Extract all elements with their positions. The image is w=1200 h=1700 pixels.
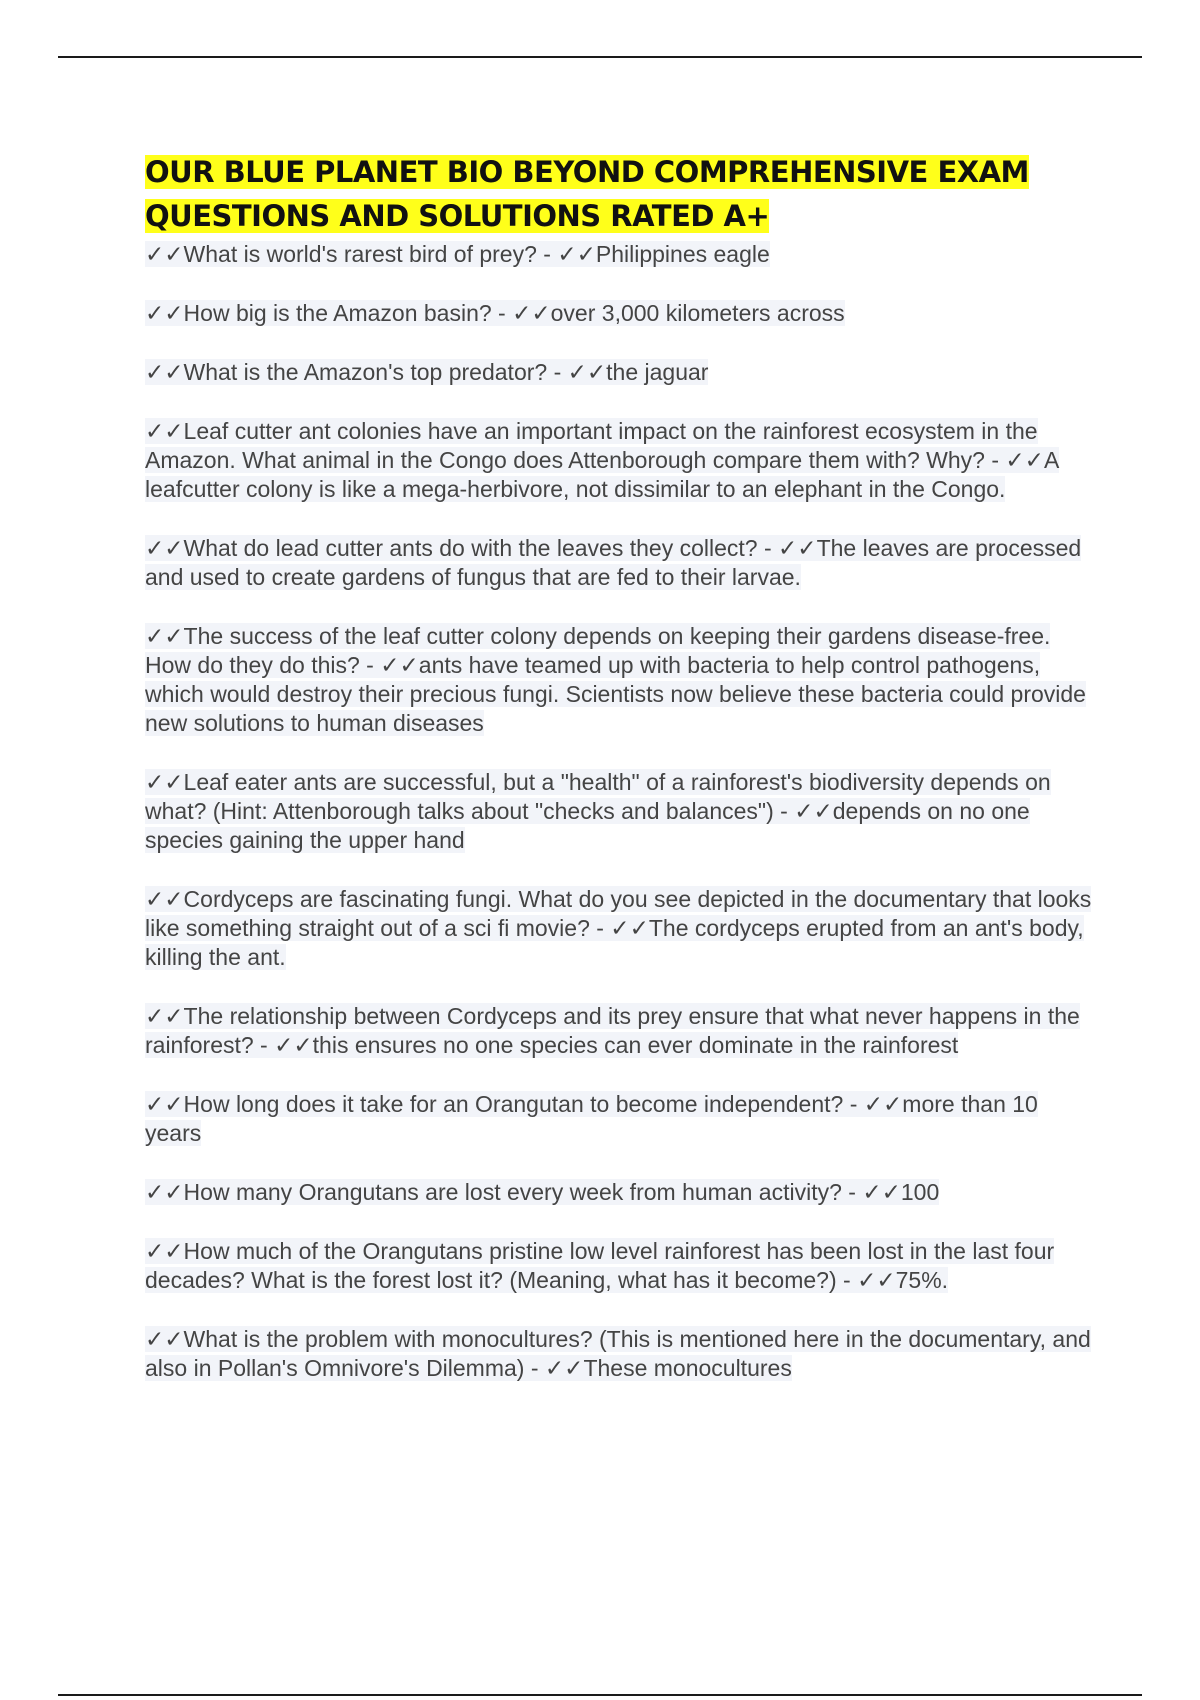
qa-item: ✓✓How much of the Orangutans pristine low level rainforest has been lost in the last four decades? What is the forest lost it? (Meaning, what has it become?) - ✓✓75%. bbox=[145, 1238, 1055, 1293]
qa-item: ✓✓How many Orangutans are lost every week from human activity? - ✓✓100 bbox=[145, 1179, 940, 1205]
qa-item: ✓✓What is the problem with monocultures? (This is mentioned here in the documentary, and also in Pollan's Omnivore's Dilemma) - ✓✓These monocultures bbox=[145, 1326, 1091, 1381]
qa-item: ✓✓What is the Amazon's top predator? - ✓✓the jaguar bbox=[145, 359, 709, 385]
qa-item: ✓✓Leaf cutter ant colonies have an important impact on the rainforest ecosystem in the Amazon. What animal in the Congo does Attenborough compare them with? Why? - ✓✓A leafcutter colony is like a mega-herbivore, not dissimilar to an elephant in the Congo. bbox=[145, 418, 1060, 502]
top-rule bbox=[58, 56, 1142, 58]
qa-item: ✓✓The relationship between Cordyceps and its prey ensure that what never happens in the rainforest? - ✓✓this ensures no one species can ever dominate in the rainforest bbox=[145, 1003, 1080, 1058]
qa-item: ✓✓What is world's rarest bird of prey? - ✓✓Philippines eagle bbox=[145, 241, 770, 267]
qa-item: ✓✓The success of the leaf cutter colony depends on keeping their gardens disease-free. How do they do this? - ✓✓ants have teamed up with bacteria to help control pathogens, which would destroy their precious fungi. Scientists now believe these bacteria could provide new solutions to human diseases bbox=[145, 623, 1086, 736]
document-body bbox=[145, 150, 1095, 1413]
document-title bbox=[145, 150, 1095, 238]
qa-item: ✓✓Leaf eater ants are successful, but a "health" of a rainforest's biodiversity depends on what? (Hint: Attenborough talks about "checks and balances") - ✓✓depends on no one species gaining the upper hand bbox=[145, 769, 1051, 853]
title-line-1: OUR BLUE PLANET BIO BEYOND COMPREHENSIVE EXAM bbox=[145, 155, 1029, 189]
qa-item: ✓✓How big is the Amazon basin? - ✓✓over 3,000 kilometers across bbox=[145, 300, 845, 326]
qa-item: ✓✓How long does it take for an Orangutan to become independent? - ✓✓more than 10 years bbox=[145, 1091, 1038, 1146]
title-line-2: QUESTIONS AND SOLUTIONS RATED A+ bbox=[145, 199, 770, 233]
qa-item: ✓✓What do lead cutter ants do with the leaves they collect? - ✓✓The leaves are processed and used to create gardens of fungus that are fed to their larvae. bbox=[145, 535, 1082, 590]
bottom-rule bbox=[58, 1694, 1142, 1696]
qa-item: ✓✓Cordyceps are fascinating fungi. What do you see depicted in the documentary that looks like something straight out of a sci fi movie? - ✓✓The cordyceps erupted from an ant's body, killing the ant. bbox=[145, 886, 1092, 970]
